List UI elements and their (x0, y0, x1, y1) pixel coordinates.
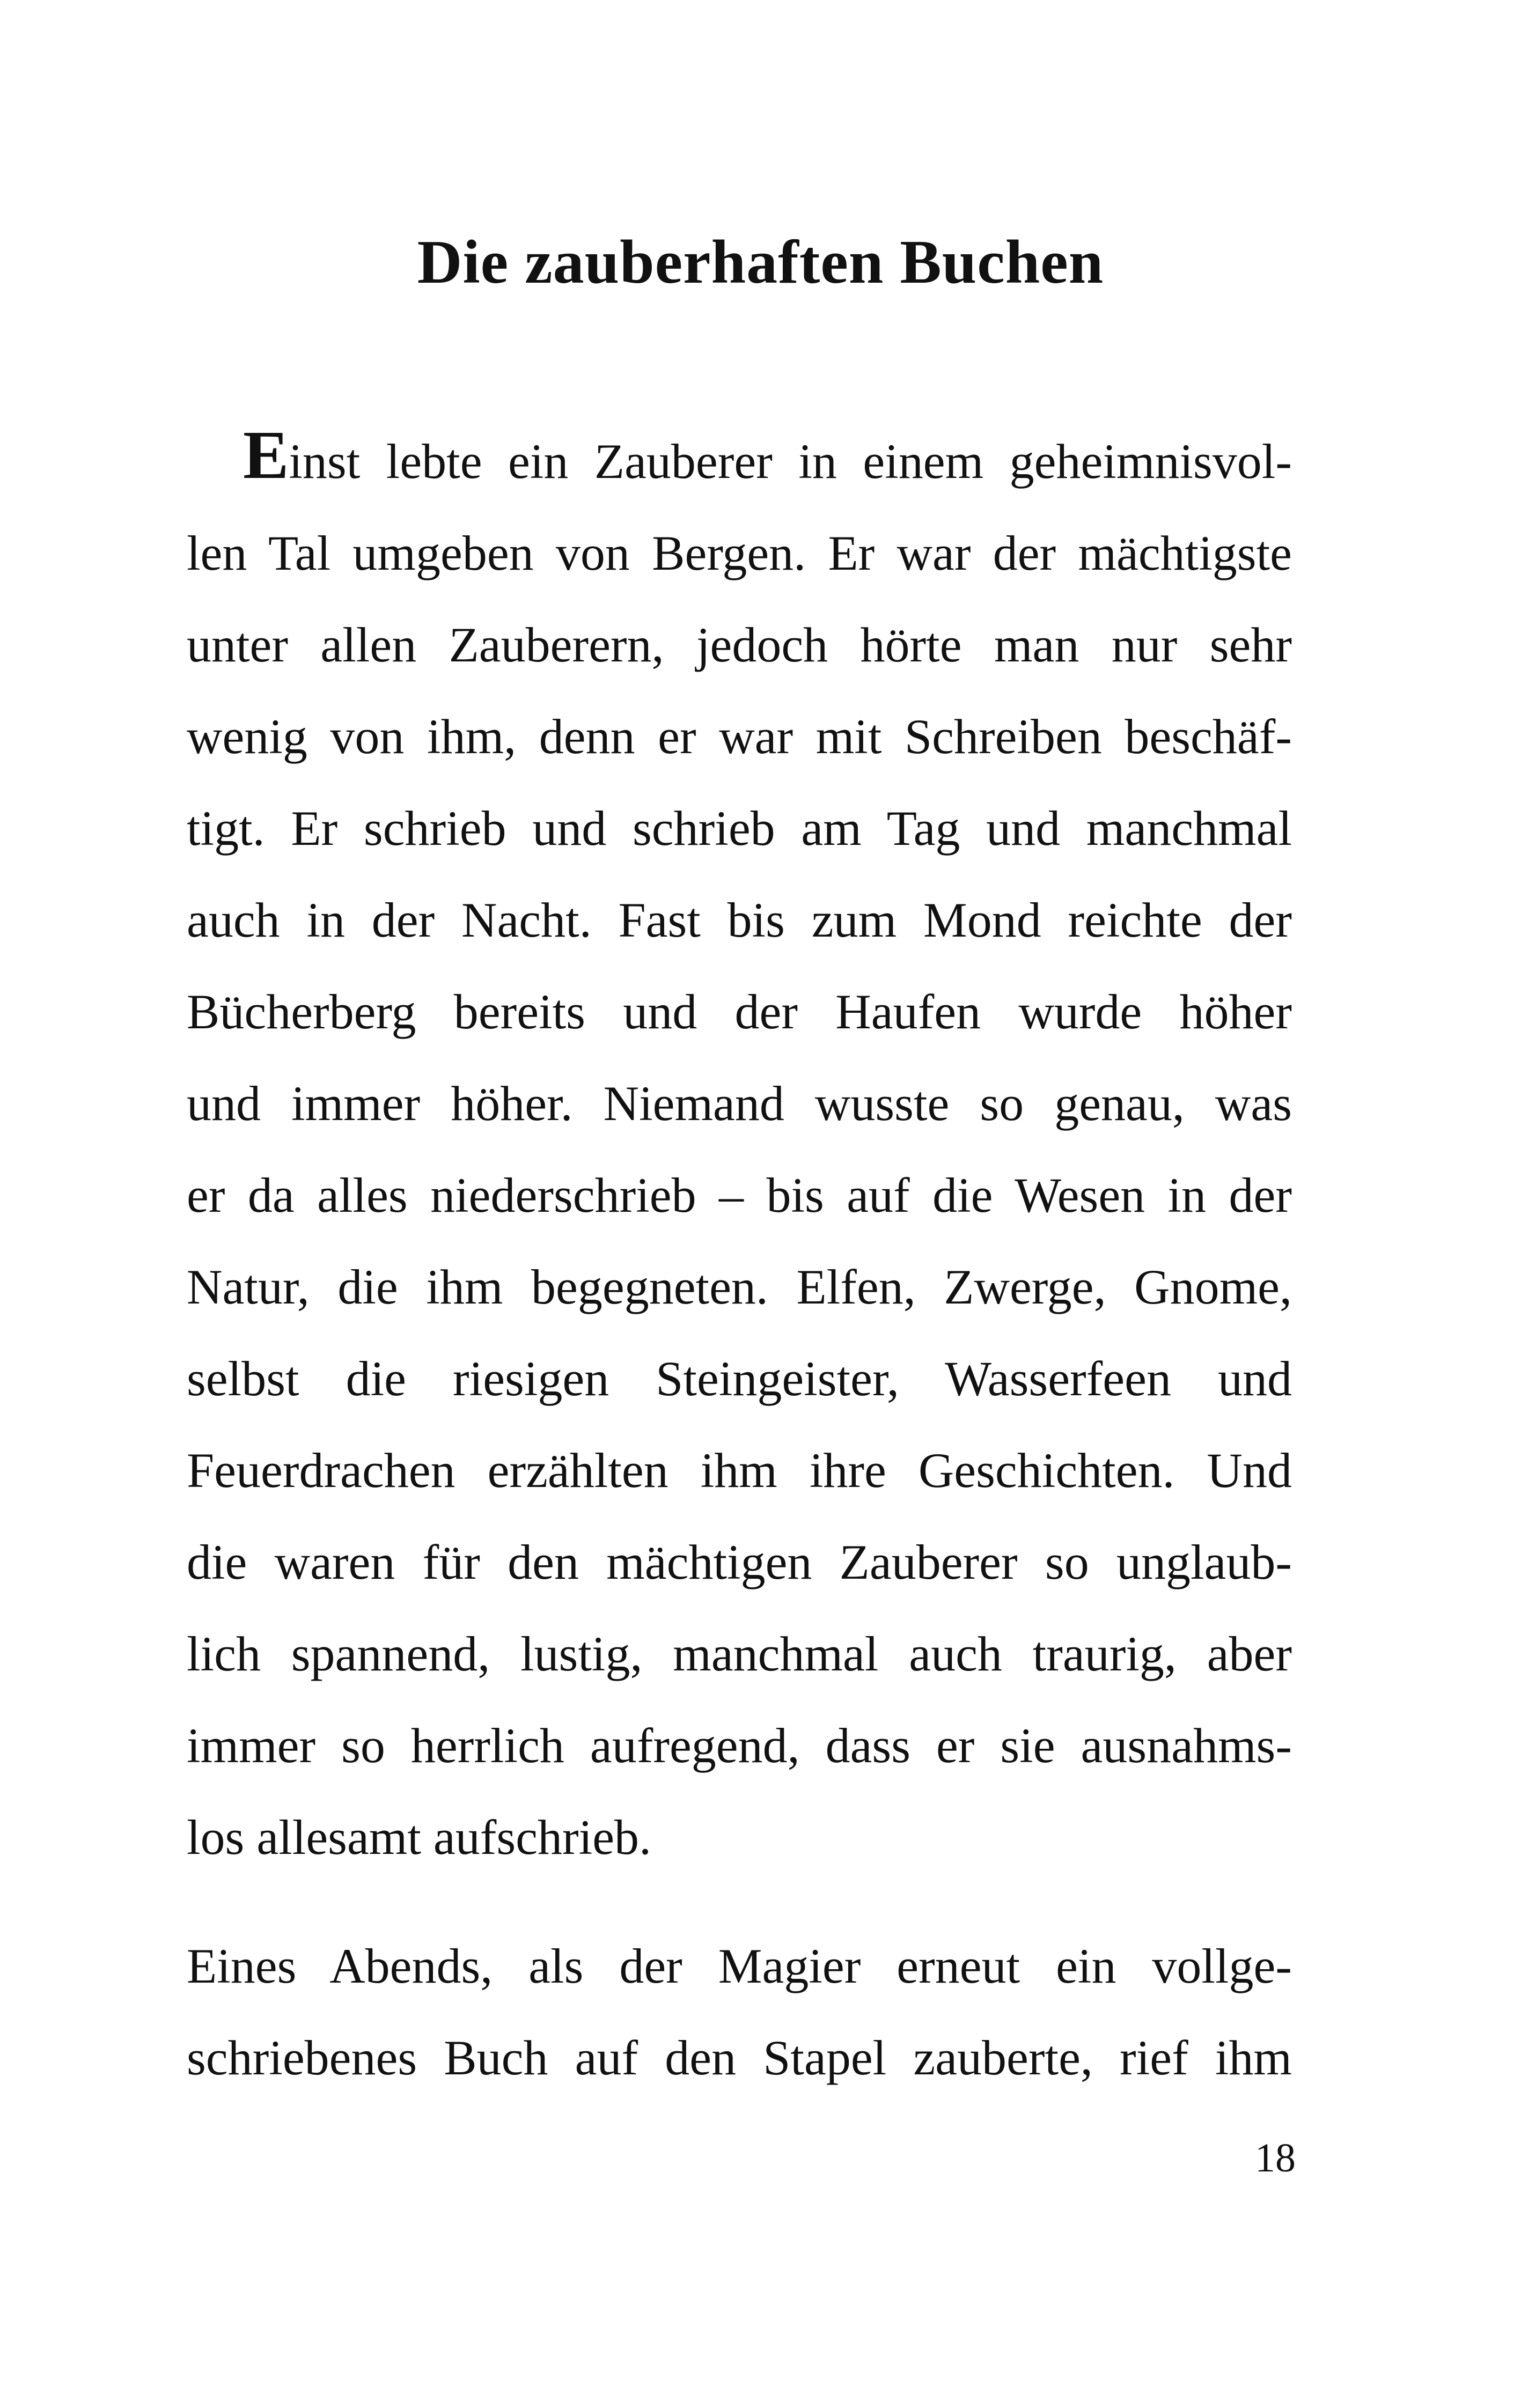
paragraph-line: schriebenes Buch auf den Stapel zauberte, rief ihm (187, 2030, 1292, 2085)
paragraph-line: er da alles niederschrieb – bis auf die Wesen in der (187, 1168, 1292, 1223)
paragraph-line: immer so herrlich aufregend, dass er sie ausnahms- (187, 1718, 1292, 1773)
paragraph-line: Feuerdrachen erzählten ihm ihre Geschichten. Und (187, 1443, 1292, 1498)
paragraph-line: wenig von ihm, denn er war mit Schreiben beschäf- (187, 709, 1292, 764)
paragraph-line: tigt. Er schrieb und schrieb am Tag und manchmal (187, 801, 1292, 856)
first-line-text: inst lebte ein Zauberer in einem geheimnisvol- (289, 434, 1292, 489)
paragraph-line: die waren für den mächtigen Zauberer so unglaub- (187, 1535, 1292, 1589)
paragraph-line: Bücherberg bereits und der Haufen wurde höher (187, 984, 1292, 1039)
paragraph-line: auch in der Nacht. Fast bis zum Mond reichte der (187, 893, 1292, 947)
paragraph-line: selbst die riesigen Steingeister, Wasserfeen und (187, 1351, 1292, 1406)
paragraph-line: lich spannend, lustig, manchmal auch traurig, aber (187, 1626, 1292, 1681)
paragraph-line: Eines Abends, als der Magier erneut ein vollge- (187, 1939, 1292, 1993)
page-number: 18 (1255, 2135, 1296, 2181)
paragraph-1 (187, 416, 1292, 1883)
paragraph-line: los allesamt aufschrieb. (187, 1810, 652, 1865)
paragraph-line (187, 416, 1292, 507)
paragraph-2 (187, 1920, 1292, 2104)
paragraph-line: len Tal umgeben von Bergen. Er war der mächtigste (187, 526, 1292, 580)
chapter-title: Die zauberhaften Buchen (417, 228, 1104, 297)
drop-cap: E (243, 417, 289, 493)
paragraph-line: und immer höher. Niemand wusste so genau, was (187, 1076, 1292, 1131)
paragraph-line: Natur, die ihm begegneten. Elfen, Zwerge, Gnome, (187, 1260, 1292, 1314)
paragraph-line: unter allen Zauberern, jedoch hörte man nur sehr (187, 617, 1292, 672)
